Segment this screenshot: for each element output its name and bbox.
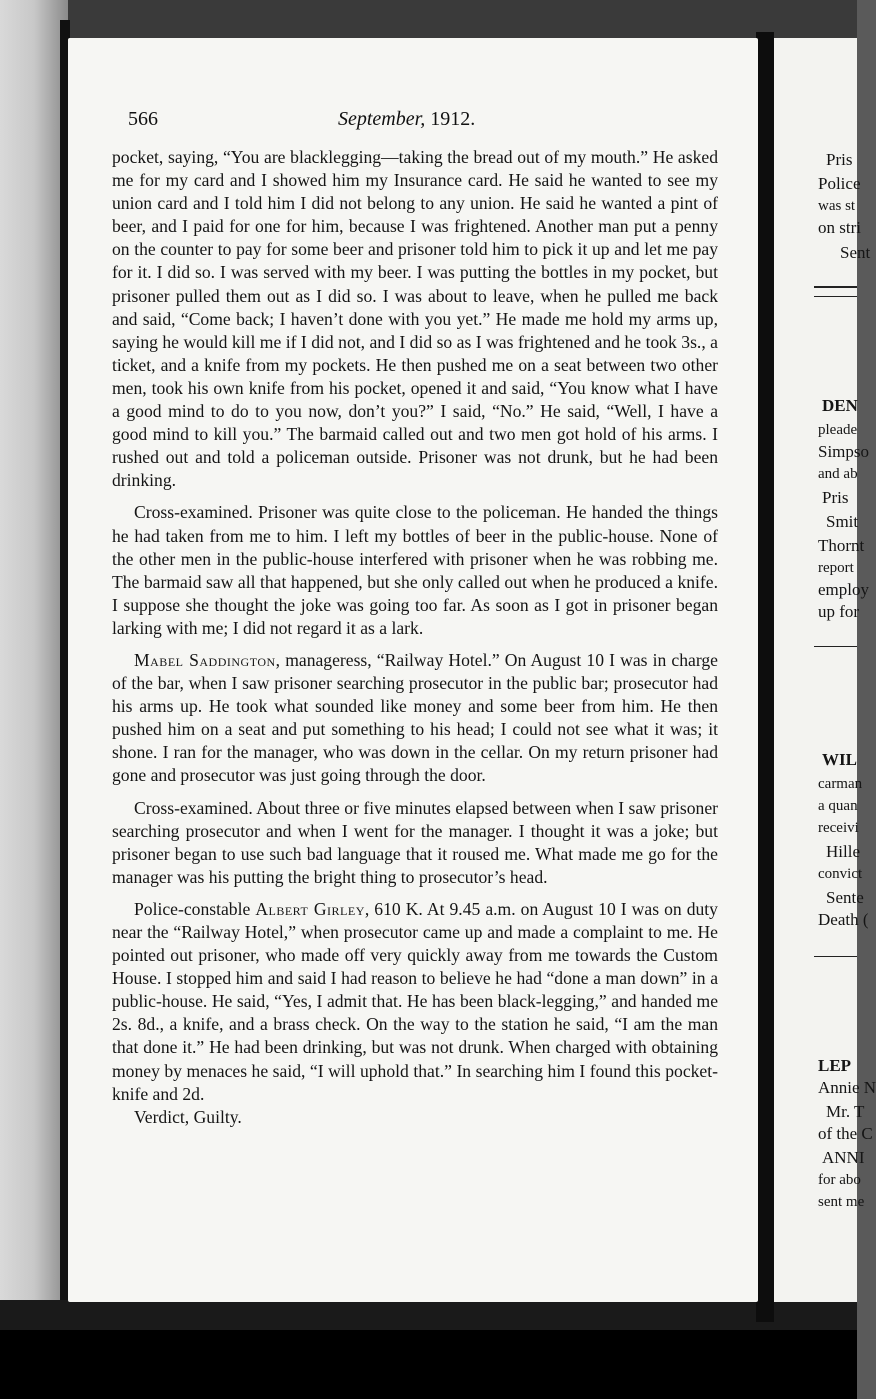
right-fragment: carman: [818, 776, 863, 792]
right-fragment: Pris: [826, 150, 853, 169]
paragraph-constable-testimony: [112, 898, 718, 1106]
right-fragment: Mr. T: [826, 1102, 865, 1121]
right-fragment: sent me: [818, 1194, 865, 1210]
body-text: [112, 146, 718, 1129]
saddington-testimony-text: , manageress, “Railway Hotel.” On August 10 I was in charge of the bar, when I saw prisoner searching prosecutor in the public bar; prosecutor had his arms up. He took what sounded like money and some beer from him. He then pushed him on a seat and put something to his head; I could not see what it was; it shone. I ran for the manager, who was down in the cellar. On my return prisoner had gone and prosecutor was just going through the door.: [112, 649, 718, 786]
right-fragment: LEP: [818, 1056, 852, 1075]
right-fragment: Smit: [826, 512, 859, 531]
witness-name-saddington: Mabel Saddington: [134, 649, 276, 670]
right-fragment: Annie N: [818, 1078, 876, 1097]
right-fragment: convict: [818, 866, 863, 882]
paragraph-cross-examination-1: Cross-examined. Prisoner was quite close to the policeman. He handed the things he had taken from me to him. I left my bottles of beer in the public-house. None of the other men in the public-house interfered with prisoner when he was robbing me. The barmaid saw all that happened, but she only called out when he produced a knife. I suppose she thought the joke was going too far. As soon as I got in prisoner began larking with me; I did not regard it as a lark.: [112, 502, 718, 638]
right-fragment: Police: [818, 174, 861, 193]
right-fragment: receivi: [818, 820, 859, 836]
constable-prefix: Police-constable: [134, 898, 256, 919]
right-fragment: was st: [818, 198, 856, 214]
section-rule: [814, 286, 857, 288]
right-fragment: Death (: [818, 910, 869, 929]
section-rule: [814, 956, 857, 957]
right-fragment: Simpso: [818, 442, 870, 461]
scan-left-margin: [0, 0, 68, 1399]
right-fragment: pleade: [818, 422, 858, 438]
right-fragment: up for: [818, 602, 860, 621]
right-fragment: Pris: [822, 488, 849, 507]
right-page-fragment: [774, 38, 876, 1302]
right-fragment: WIL: [822, 750, 857, 769]
section-rule: [814, 296, 857, 297]
right-fragment: Sente: [826, 888, 864, 907]
header-month: September,: [338, 108, 426, 130]
scan-bottom-shadow: [0, 1330, 857, 1399]
right-fragment: on stri: [818, 218, 861, 237]
book-gutter: [756, 32, 774, 1322]
right-fragment: a quan: [818, 798, 858, 814]
section-rule: [814, 646, 857, 647]
right-fragment: Hille: [826, 842, 860, 861]
header-year: 1912.: [430, 108, 476, 130]
running-head: [128, 108, 508, 136]
paragraph-saddington-testimony: [112, 649, 718, 788]
paragraph-prosecutor-testimony: pocket, saying, “You are blacklegging—taking the bread out of my mouth.” He asked me for my card and I showed him my Insurance card. He said he wanted to see my union card and I told him I did not belong to any union. He said he wanted a pint of beer, and I paid for one for him, because I was frightened. Another man put a penny on the counter to pay for some beer and prisoner told him to pick it up and let me pay for it. I did so. I was served with my beer. I was putting the bottles in my pocket, but prisoner pulled them out as I did so. I was about to leave, when he pulled me back and said, “Come back; I haven’t done with you yet.” He made me hold my arms up, saying he would kill me if I did not, and I did so as I was frightened and he took 3s., a ticket, and a knife from my pockets. He then pushed me on a seat between two other men, took his own knife from his pocket, opened it and said, “You know what I have a good mind to do to you now, don’t you?” I said, “No.” He said, “Well, I have a good mind to kill you.” The barmaid called out and two men got hold of his arms. I rushed out and told a policeman outside. Prisoner was not drunk, but he had been drinking.: [112, 147, 718, 491]
page-number: 566: [128, 108, 158, 130]
header-date: [338, 108, 475, 131]
witness-name-girley: Albert Girley: [255, 898, 365, 919]
scan-top-border: [0, 0, 857, 40]
right-fragment: ANNI: [822, 1148, 865, 1167]
right-fragment: Sent: [840, 243, 871, 262]
right-fragment: Thornt: [818, 536, 865, 555]
right-fragment: employ: [818, 580, 869, 599]
right-fragment: report: [818, 560, 854, 576]
right-fragment: and ab: [818, 466, 858, 482]
paragraph-verdict: Verdict, Guilty.: [134, 1106, 242, 1127]
right-fragment: of the C: [818, 1124, 873, 1143]
right-fragment: for abo: [818, 1172, 861, 1188]
right-fragment: DEN: [822, 396, 858, 415]
paragraph-cross-examination-2: Cross-examined. About three or five minutes elapsed between when I saw prisoner searching prosecutor and when I went for the manager. I thought it was a joke; but prisoner began to use such bad language that it roused me. What made me go for the manager was his putting the bright thing to prosecutor’s head.: [112, 797, 718, 887]
constable-testimony-text: , 610 K. At 9.45 a.m. on August 10 I was on duty near the “Railway Hotel,” when prosecutor came up and made a complaint to me. He pointed out prisoner, who made off very quickly away from me towards the Custom House. I stopped him and said I had reason to believe he had “done a man down” in a public-house. He said, “Yes, I admit that. He has been black-legging,” and handed me 2s. 8d., a knife, and a brass check. On the way to the station he said, “I am the man that done it.” He had been drinking, but was not drunk. When charged with obtaining money by menaces he said, “I will uphold that.” In searching him I found this pocket-knife and 2d.: [112, 898, 718, 1104]
